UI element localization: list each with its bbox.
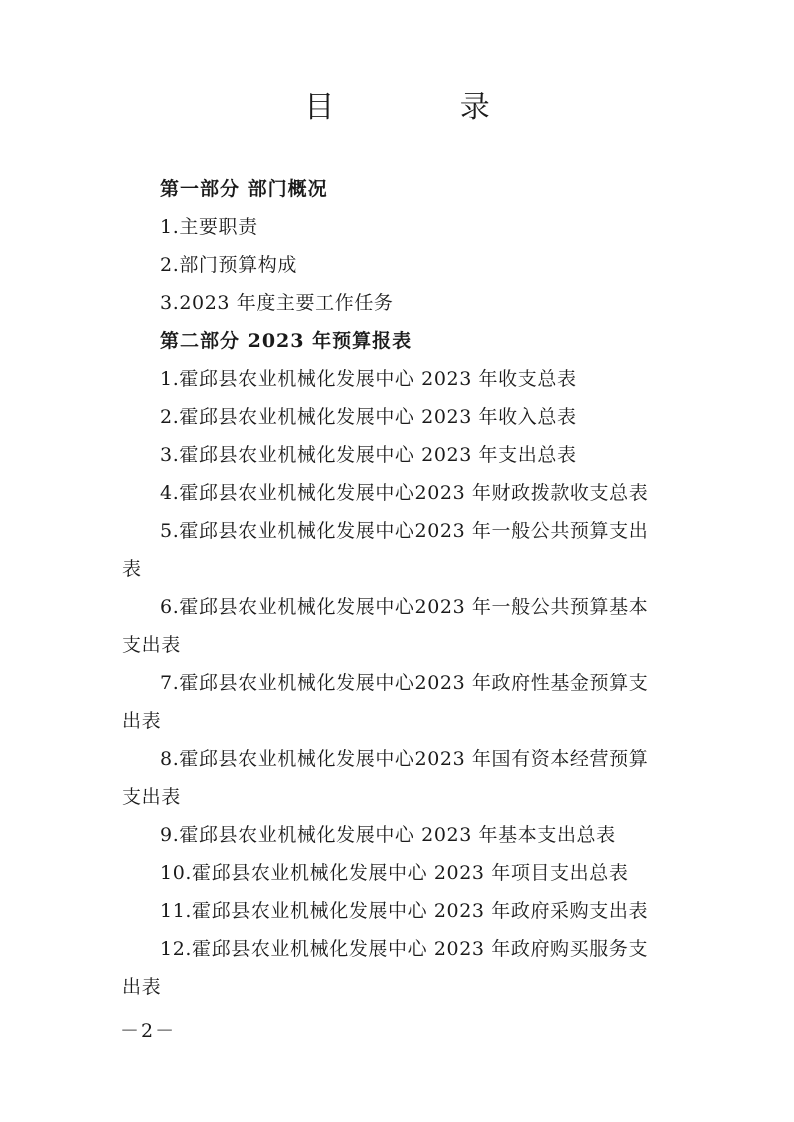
toc-item: 4.霍邱县农业机械化发展中心2023 年财政拨款收支总表 xyxy=(160,482,649,504)
toc-section-heading: 第二部分 2023 年预算报表 xyxy=(160,330,413,352)
toc-item-continuation: 出表 xyxy=(122,710,162,732)
toc-item-continuation: 表 xyxy=(122,558,142,580)
toc-item: 1.霍邱县农业机械化发展中心 2023 年收支总表 xyxy=(160,368,577,390)
toc-item: 3.2023 年度主要工作任务 xyxy=(160,292,394,314)
toc-item: 6.霍邱县农业机械化发展中心2023 年一般公共预算基本 xyxy=(160,596,649,618)
toc-item-continuation: 支出表 xyxy=(122,786,181,808)
toc-item: 7.霍邱县农业机械化发展中心2023 年政府性基金预算支 xyxy=(160,672,649,694)
toc-item: 2.霍邱县农业机械化发展中心 2023 年收入总表 xyxy=(160,406,577,428)
toc-item-continuation: 支出表 xyxy=(122,634,181,656)
page-title: 目 录 xyxy=(304,90,548,125)
page-number: －2－ xyxy=(120,1020,177,1042)
toc-item: 8.霍邱县农业机械化发展中心2023 年国有资本经营预算 xyxy=(160,748,649,770)
toc-item: 1.主要职责 xyxy=(160,216,258,238)
toc-item: 12.霍邱县农业机械化发展中心 2023 年政府购买服务支 xyxy=(160,938,649,960)
toc-item-continuation: 出表 xyxy=(122,976,162,998)
toc-item: 10.霍邱县农业机械化发展中心 2023 年项目支出总表 xyxy=(160,862,629,884)
toc-item: 2.部门预算构成 xyxy=(160,254,297,276)
toc-item: 5.霍邱县农业机械化发展中心2023 年一般公共预算支出 xyxy=(160,520,649,542)
toc-section-heading: 第一部分 部门概况 xyxy=(160,178,328,200)
toc-item: 11.霍邱县农业机械化发展中心 2023 年政府采购支出表 xyxy=(160,900,649,922)
toc-item: 3.霍邱县农业机械化发展中心 2023 年支出总表 xyxy=(160,444,577,466)
toc-item: 9.霍邱县农业机械化发展中心 2023 年基本支出总表 xyxy=(160,824,616,846)
table-of-contents xyxy=(122,170,674,1006)
